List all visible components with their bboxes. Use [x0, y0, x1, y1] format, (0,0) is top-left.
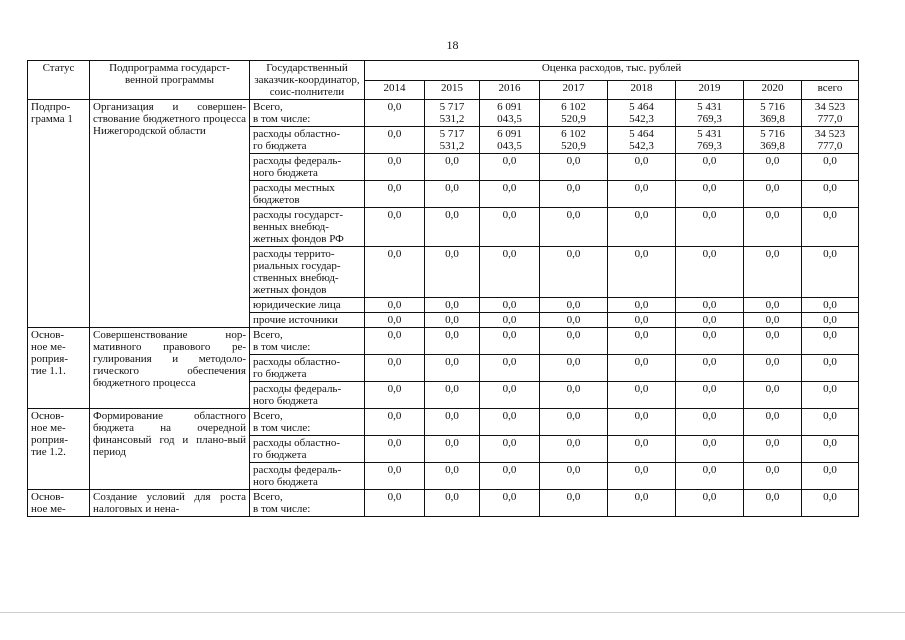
value-cell: 0,0 [744, 313, 802, 328]
value-cell: 0,0 [744, 409, 802, 436]
value-cell: 0,0 [802, 328, 859, 355]
value-cell: 6 102 520,9 [540, 127, 608, 154]
funding-source-cell: расходы федераль- ного бюджета [250, 463, 365, 490]
value-cell: 0,0 [540, 181, 608, 208]
value-cell: 0,0 [365, 247, 425, 298]
value-cell: 0,0 [676, 463, 744, 490]
value-cell: 0,0 [425, 463, 480, 490]
value-cell: 0,0 [540, 328, 608, 355]
header-status: Статус [28, 61, 90, 100]
value-cell: 0,0 [540, 298, 608, 313]
value-cell: 0,0 [608, 490, 676, 517]
value-cell: 0,0 [365, 382, 425, 409]
value-cell: 0,0 [480, 382, 540, 409]
value-cell: 0,0 [744, 463, 802, 490]
value-cell: 0,0 [608, 328, 676, 355]
value-cell: 0,0 [365, 313, 425, 328]
status-cell: Подпро- грамма 1 [28, 100, 90, 328]
subprogram-cell: Совершенствование нор-мативного правового ре-гулирования и методоло-гического обеспечения бюджетного процесса [90, 328, 250, 409]
value-cell: 0,0 [480, 298, 540, 313]
value-cell: 0,0 [425, 382, 480, 409]
page-bottom-rule [0, 612, 905, 613]
funding-source-cell: расходы областно- го бюджета [250, 355, 365, 382]
value-cell: 0,0 [676, 181, 744, 208]
value-cell: 0,0 [425, 313, 480, 328]
value-cell: 0,0 [480, 247, 540, 298]
header-row-1 [28, 61, 859, 81]
funding-source-cell: расходы федераль- ного бюджета [250, 154, 365, 181]
subprogram-cell: Организация и совершен-ствование бюджетного процесса Нижегородской области [90, 100, 250, 328]
value-cell: 0,0 [365, 409, 425, 436]
value-cell: 0,0 [425, 328, 480, 355]
value-cell: 0,0 [365, 463, 425, 490]
value-cell: 0,0 [608, 382, 676, 409]
value-cell: 0,0 [540, 382, 608, 409]
value-cell: 0,0 [540, 247, 608, 298]
value-cell: 0,0 [744, 328, 802, 355]
value-cell: 6 102 520,9 [540, 100, 608, 127]
value-cell: 0,0 [744, 208, 802, 247]
table-row [28, 409, 859, 436]
header-subprogram: Подпрограмма государст-венной программы [90, 61, 250, 100]
status-cell: Основ- ное ме- роприя- тие 1.2. [28, 409, 90, 490]
value-cell: 5 716 369,8 [744, 127, 802, 154]
value-cell: 0,0 [676, 298, 744, 313]
funding-source-cell: Всего, в том числе: [250, 100, 365, 127]
header-year: 2019 [676, 80, 744, 100]
value-cell: 0,0 [802, 313, 859, 328]
value-cell: 0,0 [608, 463, 676, 490]
value-cell: 0,0 [425, 355, 480, 382]
subprogram-cell: Формирование областного бюджета на очередной финансовый год и плано-вый период [90, 409, 250, 490]
funding-source-cell: расходы местных бюджетов [250, 181, 365, 208]
table-body [28, 100, 859, 517]
header-year: 2016 [480, 80, 540, 100]
value-cell: 0,0 [365, 436, 425, 463]
value-cell: 0,0 [425, 208, 480, 247]
value-cell: 0,0 [540, 355, 608, 382]
value-cell: 0,0 [802, 247, 859, 298]
value-cell: 5 431 769,3 [676, 100, 744, 127]
status-cell: Основ- ное ме- [28, 490, 90, 517]
value-cell: 5 431 769,3 [676, 127, 744, 154]
value-cell: 0,0 [365, 298, 425, 313]
header-year: 2014 [365, 80, 425, 100]
table-row [28, 100, 859, 127]
value-cell: 0,0 [608, 436, 676, 463]
subprogram-cell: Создание условий для роста налоговых и нена- [90, 490, 250, 517]
value-cell: 0,0 [480, 490, 540, 517]
value-cell: 0,0 [608, 298, 676, 313]
value-cell: 0,0 [802, 382, 859, 409]
value-cell: 0,0 [425, 154, 480, 181]
funding-source-cell: Всего, в том числе: [250, 328, 365, 355]
value-cell: 0,0 [480, 436, 540, 463]
header-customer: Государственный заказчик-координатор, соис-полнители [250, 61, 365, 100]
value-cell: 34 523 777,0 [802, 127, 859, 154]
value-cell: 0,0 [425, 298, 480, 313]
header-estimate: Оценка расходов, тыс. рублей [365, 61, 859, 81]
funding-source-cell: юридические лица [250, 298, 365, 313]
funding-source-cell: расходы федераль- ного бюджета [250, 382, 365, 409]
value-cell: 0,0 [744, 154, 802, 181]
value-cell: 0,0 [676, 208, 744, 247]
funding-source-cell: расходы террито- риальных государ- ственных внебюд- жетных фондов [250, 247, 365, 298]
value-cell: 0,0 [676, 355, 744, 382]
value-cell: 5 717 531,2 [425, 100, 480, 127]
value-cell: 0,0 [608, 181, 676, 208]
value-cell: 0,0 [365, 328, 425, 355]
value-cell: 0,0 [676, 154, 744, 181]
value-cell: 0,0 [676, 247, 744, 298]
value-cell: 0,0 [608, 409, 676, 436]
funding-source-cell: расходы государст- венных внебюд- жетных фондов РФ [250, 208, 365, 247]
value-cell: 0,0 [365, 100, 425, 127]
value-cell: 0,0 [676, 313, 744, 328]
value-cell: 0,0 [608, 355, 676, 382]
header-year: 2017 [540, 80, 608, 100]
header-total: всего [802, 80, 859, 100]
budget-table [27, 60, 859, 517]
value-cell: 0,0 [540, 409, 608, 436]
value-cell: 0,0 [540, 208, 608, 247]
value-cell: 0,0 [744, 382, 802, 409]
funding-source-cell: Всего, в том числе: [250, 409, 365, 436]
value-cell: 0,0 [744, 181, 802, 208]
value-cell: 0,0 [608, 313, 676, 328]
value-cell: 0,0 [425, 490, 480, 517]
value-cell: 0,0 [676, 490, 744, 517]
value-cell: 0,0 [365, 355, 425, 382]
value-cell: 0,0 [676, 328, 744, 355]
value-cell: 0,0 [802, 409, 859, 436]
value-cell: 0,0 [365, 490, 425, 517]
value-cell: 0,0 [744, 436, 802, 463]
value-cell: 0,0 [608, 154, 676, 181]
value-cell: 0,0 [608, 247, 676, 298]
value-cell: 0,0 [802, 154, 859, 181]
value-cell: 0,0 [802, 436, 859, 463]
value-cell: 0,0 [480, 463, 540, 490]
value-cell: 0,0 [480, 409, 540, 436]
value-cell: 0,0 [540, 463, 608, 490]
value-cell: 6 091 043,5 [480, 127, 540, 154]
value-cell: 0,0 [425, 409, 480, 436]
value-cell: 0,0 [365, 154, 425, 181]
value-cell: 0,0 [540, 490, 608, 517]
funding-source-cell: прочие источники [250, 313, 365, 328]
value-cell: 0,0 [540, 154, 608, 181]
value-cell: 0,0 [676, 436, 744, 463]
value-cell: 0,0 [744, 490, 802, 517]
table-row [28, 490, 859, 517]
status-cell: Основ- ное ме- роприя- тие 1.1. [28, 328, 90, 409]
value-cell: 0,0 [744, 298, 802, 313]
header-year: 2015 [425, 80, 480, 100]
value-cell: 0,0 [540, 436, 608, 463]
header-year: 2018 [608, 80, 676, 100]
value-cell: 5 464 542,3 [608, 100, 676, 127]
value-cell: 0,0 [608, 208, 676, 247]
value-cell: 5 464 542,3 [608, 127, 676, 154]
value-cell: 6 091 043,5 [480, 100, 540, 127]
value-cell: 0,0 [744, 247, 802, 298]
value-cell: 0,0 [540, 313, 608, 328]
header-year: 2020 [744, 80, 802, 100]
funding-source-cell: Всего, в том числе: [250, 490, 365, 517]
value-cell: 0,0 [425, 181, 480, 208]
value-cell: 0,0 [676, 382, 744, 409]
value-cell: 0,0 [676, 409, 744, 436]
value-cell: 0,0 [802, 208, 859, 247]
value-cell: 34 523 777,0 [802, 100, 859, 127]
value-cell: 0,0 [802, 463, 859, 490]
value-cell: 0,0 [480, 208, 540, 247]
value-cell: 0,0 [365, 208, 425, 247]
value-cell: 0,0 [744, 355, 802, 382]
value-cell: 0,0 [480, 181, 540, 208]
value-cell: 0,0 [480, 154, 540, 181]
funding-source-cell: расходы областно- го бюджета [250, 436, 365, 463]
value-cell: 0,0 [480, 355, 540, 382]
value-cell: 0,0 [365, 127, 425, 154]
value-cell: 0,0 [802, 181, 859, 208]
value-cell: 0,0 [802, 298, 859, 313]
value-cell: 5 716 369,8 [744, 100, 802, 127]
value-cell: 0,0 [802, 490, 859, 517]
page-number: 18 [446, 38, 459, 52]
value-cell: 5 717 531,2 [425, 127, 480, 154]
value-cell: 0,0 [480, 313, 540, 328]
funding-source-cell: расходы областно- го бюджета [250, 127, 365, 154]
value-cell: 0,0 [365, 181, 425, 208]
value-cell: 0,0 [802, 355, 859, 382]
value-cell: 0,0 [480, 328, 540, 355]
value-cell: 0,0 [425, 247, 480, 298]
table-row [28, 328, 859, 355]
value-cell: 0,0 [425, 436, 480, 463]
